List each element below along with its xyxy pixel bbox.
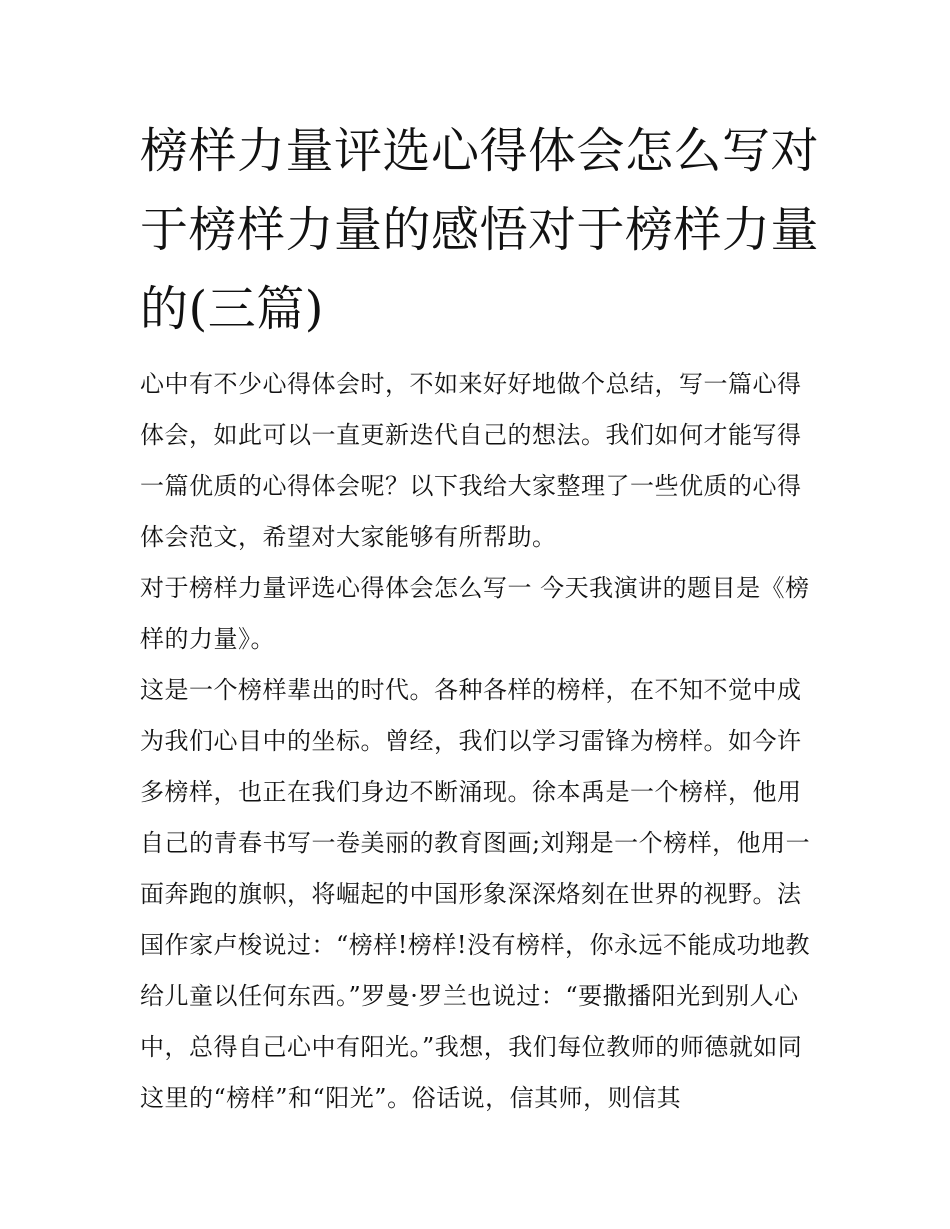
document-page (140, 112, 820, 1124)
intro-paragraph: 心中有不少心得体会时，不如来好好地做个总结，写一篇心得体会，如此可以一直更新迭代自己的想法。我们如何才能写得一篇优质的心得体会呢？以下我给大家整理了一些优质的心得体会范文，希望对大家能够有所帮助。 (140, 370, 802, 551)
section-heading-paragraph: 对于榜样力量评选心得体会怎么写一 今天我演讲的题目是《榜样的力量》。 (140, 574, 810, 653)
document-title: 榜样力量评选心得体会怎么写对于榜样力量的感悟对于榜样力量的(三篇) (140, 123, 820, 337)
body-paragraph: 这是一个榜样辈出的时代。各种各样的榜样，在不知不觉中成为我们心目中的坐标。曾经，我们以学习雷锋为榜样。如今许多榜样，也正在我们身边不断涌现。徐本禹是一个榜样，他用自己的青春书写一卷美丽的教育图画;刘翔是一个榜样，他用一面奔跑的旗帜，将崛起的中国形象深深烙刻在世界的视野。法国作家卢梭说过：“榜样!榜样!没有榜样，你永远不能成功地教给儿童以任何东西。”罗曼·罗兰也说过：“要撒播阳光到别人心中，总得自己心中有阳光。”我想，我们每位教师的师德就如同这里的“榜样”和“阳光”。俗话说，信其师，则信其 (140, 676, 811, 1112)
